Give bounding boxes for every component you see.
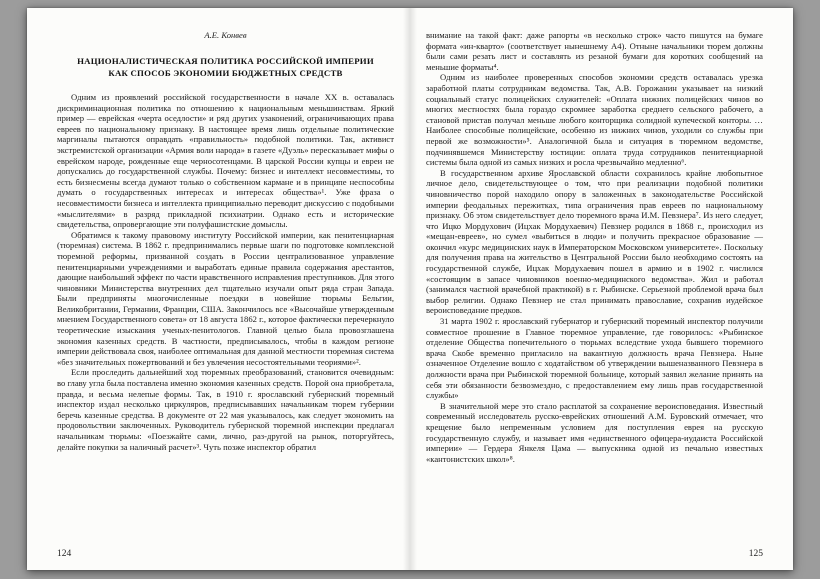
title-line-2: КАК СПОСОБ ЭКОНОМИИ БЮДЖЕТНЫХ СРЕДСТВ (108, 67, 343, 78)
paragraph: В государственном архиве Ярославской области сохранилось крайне любопытное личное дело, свидетельствующее о том, что при реализации подобной политики чиновничество порой находило опору в заложенных в законодательстве Российской империи феодальных пережитках, типа ограничения прав евреев по национальному признаку. Об этом свидетельствует дело тюремного врача И.М. Певзнера⁷. Из него следует, что Ицко Мордухович (Ицхак Мордухаевич) Певзнер родился в 1868 г., происходил из «мещан-евреев», но сумел «выбиться в люди» и получить прекрасное образование — окончил «курс медицинских наук в Императорском Московском университете». Поскольку для получения права на жительство в Центральной России было необходимо состоять на государственной службе, Ицхак Мордухаевич пошел в армию и в 1902 г. числился «состоящим в запасе чиновников военно-медицинского ведомства». Жил и работал (занимался частной врачебной практикой) в г. Рыбинске. Серьезной проблемой врача был выбор религии. Однако Певзнер не стал принимать православие, сохранив иудейское вероисповедание предков. (426, 167, 763, 316)
title-line-1: НАЦИОНАЛИСТИЧЕСКАЯ ПОЛИТИКА РОССИЙСКОЙ ИМПЕРИИ (77, 56, 374, 66)
article-title (57, 56, 394, 79)
paragraph: внимание на такой факт: даже рапорты «в несколько строк» часто пишутся на бумаге формата «ин-кварто» (соответствует нынешнему А4). Отныне начальники тюрем должны были сами резать лист и составлять из резаной бумаги для коротких сообщений на меньшие форматы⁴. (426, 30, 763, 72)
left-page-body (57, 92, 394, 452)
paragraph: Одним из проявлений российской государственности в начале XX в. оставалась дискриминационная политика по отношению к национальным меньшинствам. Яркий пример — еврейская «черта оседлости» и ряд других узаконений, ограничивающих права евреев по национальному признаку. В настоящее время лишь отдельные политические маргиналы пытаются оправдать «правильность» подобной политики. Так, активист экстремистской организации «Армия воли народа» в газете «Дуэль» пересказывает мифы о еврейском народе, рожденные еще черносотенцами. В царской России купцы и евреи не допускались до государственной службы. Почему: бизнес и интеллект несовместимы, то есть бизнесмены всегда думают только о собственном кармане и в принципе неспособны думать о государственных интересах и интересах общества»¹. Уже фраза о несовместимости бизнеса и интеллекта принципиально переводит дискуссию с подобными «мыслителями» в разряд прикладной психиатрии. Однако есть и исторические свидетельства, опровергающие эти полуфашистские домыслы. (57, 92, 394, 230)
paragraph: Одним из наиболее проверенных способов экономии средств оставалась урезка заработной платы сотрудникам ведомства. Так, А.В. Горожанин указывает на низкий социальный статус полицейских служителей: «Оплата нижних полицейских чинов во многих местностях была гораздо скромнее заработка среднего сельского рабочего, а становой пристав получал меньше любого конторщика солидной купеческой конторы. …Наиболее способные полицейские, особенно из нижних чинов, уходили со службы при первой же возможности»⁵. Аналогичной была и ситуация в тюремном ведомстве, подчинявшемся Министерству юстиции: оплата труда сотрудников пенитенциарной системы была одной из самых низких и росла чрезвычайно медленно⁶. (426, 72, 763, 168)
paragraph: В значительной мере это стало расплатой за сохранение вероисповедания. Известный современный исследователь русско-еврейских отношений А.М. Буровский отмечает, что крещение было непременным условием для поступления еврея на русскую государственную службу, и называет имя «единственного офицера-иудаиста Российской империи» — Гердера Янкеля Цама — выпускника одной из печально известных «кантонистских школ»⁸. (426, 400, 763, 464)
book-pages (27, 8, 793, 570)
author-name: А.Е. Конвев (204, 30, 247, 40)
page-number-right: 125 (748, 549, 763, 559)
paragraph: Если проследить дальнейший ход тюремных преобразований, становится очевидным: во главу угла была поставлена именно экономия казенных средств. Порой она приобретала, правда, и весьма нелепые формы. Так, в 1910 г. ярославский губернский тюремный инспектор издал несколько циркуляров, предписывавших начальникам тюрем губернии беречь казенные средства. В документе от 22 мая указывалось, как следует экономить на продовольствии заключенных. Руководитель губернской тюремной инспекции предлагал начальникам тюрьмы: «Поезжайте сами, лично, раз-другой на рынок, поторгуйтесь, делайте покупки за наличный расчет»³. Чуть позже инспектор обратил (57, 367, 394, 452)
right-page-body (426, 30, 763, 464)
paragraph: 31 марта 1902 г. ярославский губернатор и губернский тюремный инспектор получили совместное прошение в Главное тюремное управление, где говорилось: «Рыбинское отделение Общества попечительного о тюрьмах вследствие ухода бывшего тюремного врача Скобе временно пригласило на вакантную должность врача Певзнера. Ныне означенное Отделение вошло с ходатайством об утверждении вышеназванного Певзнера в должности врача при Рыбинской тюремной больнице, который заявил желание принять на себя эти обязанности безвозмездно, с предоставлением ему лишь прав государственной службы» (426, 316, 763, 401)
right-page (410, 8, 793, 570)
paragraph: Обратимся к такому правовому институту Российской империи, как пенитенциарная (тюремная) система. В 1862 г. предпринимались первые шаги по подготовке комплексной тюремной реформы, призванной создать в России централизованное управление пенитенциарными учреждениями и выработать единые правила содержания арестантов, дающие наибольший эффект по части нравственного исправления преступников. Для этого чиновники Министерства внутренних дел тщательно изучали опыт ряда стран Запада. Были предприняты многочисленные поездки в новейшие тюрьмы Бельгии, Великобритании, Германии, Франции, США. Закончилось все «Высочайше утвержденным мнением Государственного совета» от 18 августа 1862 г., которое фактически перечеркнуло теоретические изыскания ученых-пенитологов. Главной целью была провозглашена экономия казенных средств. В частности, предписывалось, чтобы в каждом регионе империи действовала своя, наиболее оптимальная для данной местности тюремная система «без значительных пожертвований и без увлечения несостоятельными теориями»². (57, 229, 394, 367)
page-number-left: 124 (57, 549, 72, 559)
left-page (27, 8, 410, 570)
